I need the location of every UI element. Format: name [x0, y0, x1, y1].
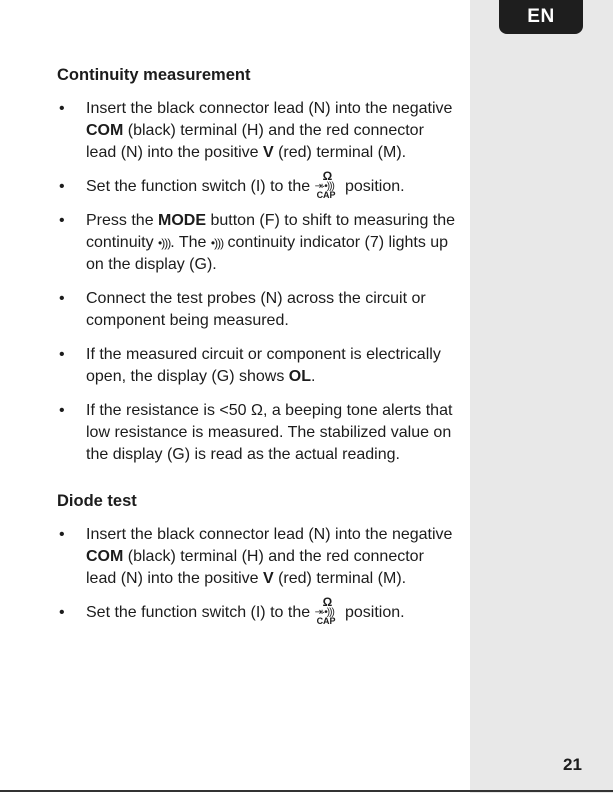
function-diode-continuity-cap-icon: Ω ⇥·•))) CAP: [314, 169, 336, 200]
continuity-steps: [57, 98, 457, 466]
bullet-icon: •: [59, 526, 65, 543]
bullet-icon: •: [59, 604, 65, 621]
bullet-icon: •: [59, 290, 65, 307]
list-item: • If the resistance is <50 Ω, a beeping tone alerts that low resistance is measured. The stabilized value on the display (G) is read as the actual reading.: [59, 402, 453, 463]
language-badge: EN: [499, 0, 583, 34]
function-diode-continuity-cap-icon: Ω ⇥·•))) CAP: [314, 595, 336, 626]
bullet-icon: •: [59, 402, 65, 419]
list-item: • Press the MODE button (F) to shift to measuring the continuity •))). The •))) continuity indicator (7) lights up on the display (G).: [59, 212, 456, 273]
page-sidebar: [470, 0, 613, 793]
bullet-icon: •: [59, 346, 65, 363]
list-item: • Insert the black connector lead (N) into the negative COM (black) terminal (H) and the red connector lead (N) into the positive V (red) terminal (M).: [59, 526, 453, 587]
page-number: 21: [563, 755, 582, 774]
continuity-sound-icon: •))): [210, 236, 224, 250]
list-item: • Insert the black connector lead (N) into the negative COM (black) terminal (H) and the red connector lead (N) into the positive V (red) terminal (M).: [59, 100, 453, 161]
list-item: • If the measured circuit or component is electrically open, the display (G) shows OL.: [59, 346, 441, 385]
continuity-sound-icon: •))): [158, 236, 171, 250]
list-item: • Set the function switch (I) to the Ω ⇥·•))) CAP position.: [59, 595, 405, 626]
diode-steps: [57, 524, 457, 624]
list-item: • Connect the test probes (N) across the circuit or component being measured.: [59, 290, 426, 329]
list-item: • Set the function switch (I) to the Ω ⇥·•))) CAP position.: [59, 169, 405, 200]
bottom-rule: [0, 790, 613, 792]
bullet-icon: •: [59, 100, 65, 117]
section-heading-continuity: Continuity measurement: [57, 66, 251, 84]
main-content: [57, 64, 457, 624]
section-heading-diode: Diode test: [57, 492, 137, 510]
bullet-icon: •: [59, 212, 65, 229]
bullet-icon: •: [59, 178, 65, 195]
